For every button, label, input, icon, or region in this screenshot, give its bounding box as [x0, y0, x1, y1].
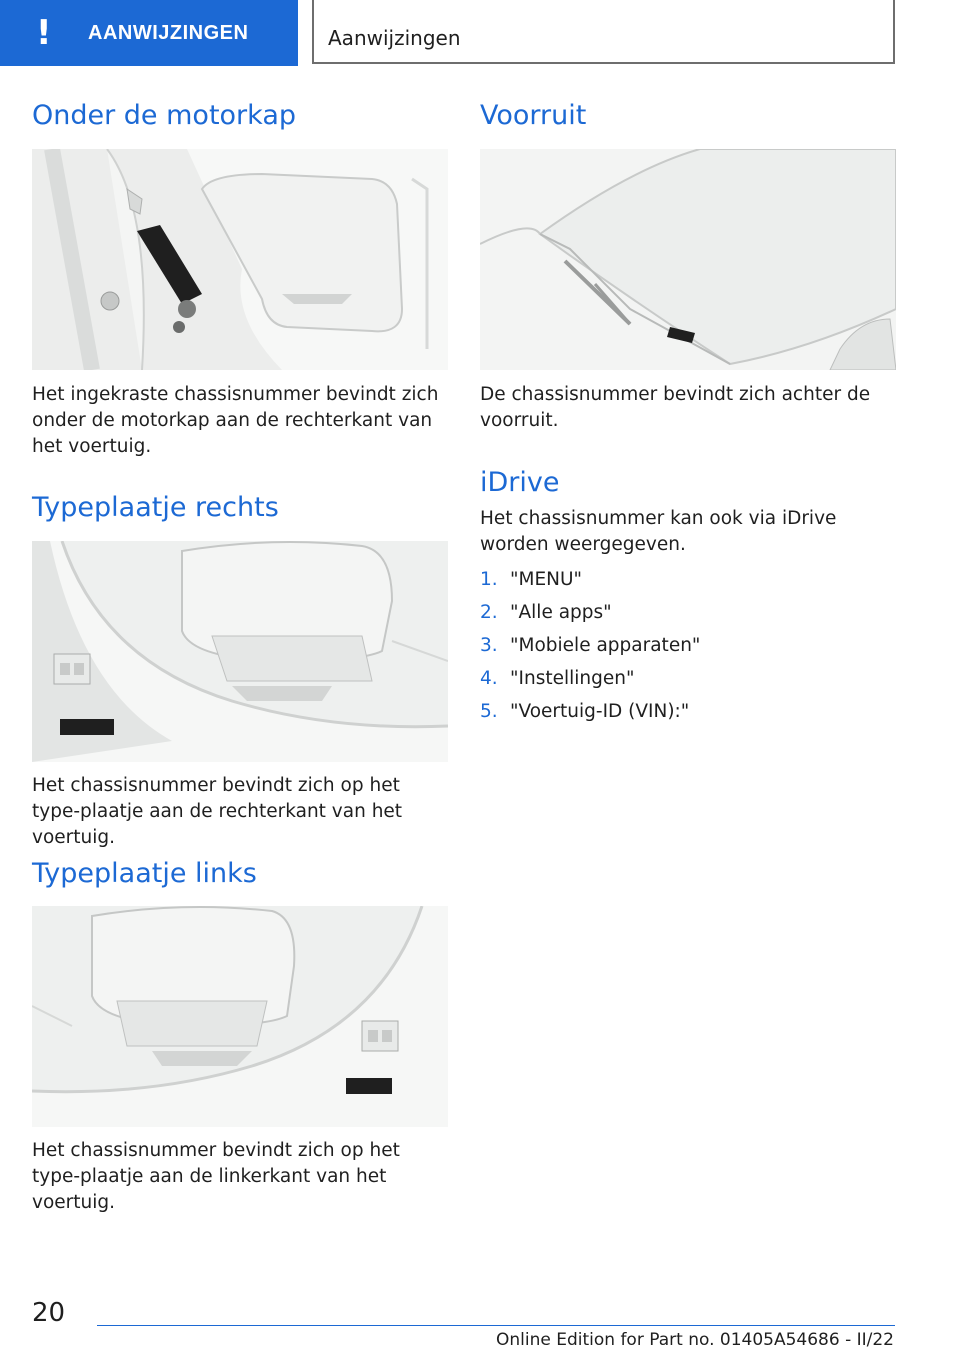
- right-type-plate-image: [32, 541, 448, 762]
- list-item: 4. "Instellingen": [480, 668, 635, 689]
- heading-typeplaatje-links: Typeplaatje links: [32, 858, 257, 889]
- heading-voorruit: Voorruit: [480, 100, 587, 131]
- heading-onder-de-motorkap: Onder de motorkap: [32, 100, 297, 131]
- body-text-windshield: De chassisnummer bevindt zich achter de voorruit.: [480, 384, 871, 431]
- list-item: 1. "MENU": [480, 569, 583, 590]
- list-item: 3. "Mobiele apparaten": [480, 635, 701, 656]
- chapter-tab-label: AANWIJZINGEN: [88, 21, 249, 44]
- list-item: 5. "Voertuig-ID (VIN):": [480, 701, 690, 722]
- body-text-right-plate: Het chassisnummer bevindt zich op het type-plaatje aan de rechterkant van het voertuig.: [32, 775, 403, 848]
- body-text-left-plate: Het chassisnummer bevindt zich op het type-plaatje aan de linkerkant van het voertuig.: [32, 1140, 400, 1213]
- list-item: 2. "Alle apps": [480, 602, 612, 623]
- warning-exclamation-icon: !: [36, 13, 52, 53]
- left-type-plate-image: [32, 906, 448, 1127]
- footer-divider: [97, 1325, 895, 1326]
- chapter-tab[interactable]: [0, 0, 298, 66]
- section-header: [312, 0, 895, 64]
- body-text-engine-bay: Het ingekraste chassisnummer bevindt zich onder de motorkap aan de rechterkant van het voertuig.: [32, 384, 439, 457]
- heading-idrive: iDrive: [480, 467, 560, 498]
- engine-bay-vin-image: [32, 149, 448, 370]
- footer-edition: Online Edition for Part no. 01405A54686 - II/22: [495, 1330, 894, 1350]
- idrive-steps-list: [480, 569, 700, 734]
- section-title: Aanwijzingen: [328, 26, 461, 50]
- page-number: 20: [32, 1298, 66, 1328]
- heading-typeplaatje-rechts: Typeplaatje rechts: [32, 492, 279, 523]
- windshield-vin-image: [480, 149, 896, 370]
- body-text-idrive: Het chassisnummer kan ook via iDrive worden weergegeven.: [480, 508, 837, 555]
